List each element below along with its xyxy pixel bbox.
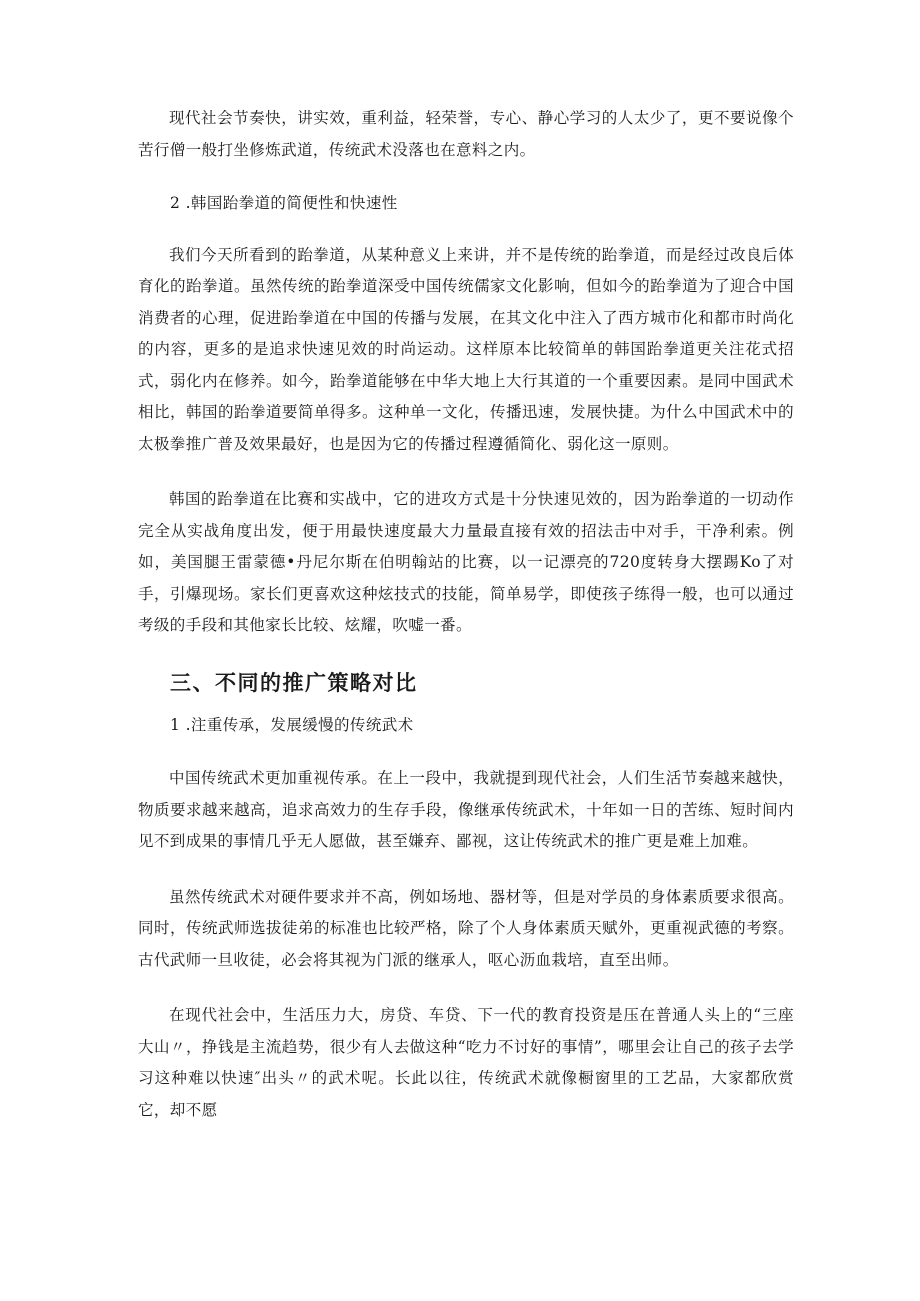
paragraph-taekwondo-reform: 我们今天所看到的跆拳道，从某种意义上来讲，并不是传统的跆拳道，而是经过改良后体育化的跆拳道。虽然传统的跆拳道深受中国传统儒家文化影响，但如今的跆拳道为了迎合中国消费者的心理，促进跆拳道在中国的传播与发展，在其文化中注入了西方城市化和都市时尚化的内容，更多的是追求快速见效的时尚运动。这样原本比较简单的韩国跆拳道更关注花式招式，弱化内在修养。如今，跆拳道能够在中华大地上大行其道的一个重要因素。是同中国武术相比，韩国的跆拳道要简单得多。这种单一文化，传播迅速，发展快捷。为什么中国武术中的太极拳推广普及效果最好，也是因为它的传播过程遵循简化、弱化这一原则。	[138, 245, 794, 453]
paragraph-inheritance: 中国传统武术更加重视传承。在上一段中，我就提到现代社会，人们生活节奏越来越快，物质要求越来越高，追求高效力的生存手段，像继承传统武术，十年如一日的苦练、短时间内见不到成果的事情几乎无人愿做，甚至嫌弃、鄙视，这让传统武术的推广更是难上加难。	[138, 769, 794, 850]
subheading-traditional-wushu-inheritance: 1 .注重传承，发展缓慢的传统武术	[170, 715, 414, 734]
paragraph-physical-requirements: 虽然传统武术对硬件要求并不高，例如场地、器材等，但是对学员的身体素质要求很高。同时，传统武师选拔徒弟的标准也比较严格，除了个人身体素质天赋外，更重视武德的考察。古代武师一旦收徒，必会将其视为门派的继承人，呕心沥血栽培，直至出师。	[138, 887, 794, 969]
document-page	[138, 103, 794, 1150]
paragraph-modern-society: 现代社会节奏快，讲实效，重利益，轻荣誉，专心、静心学习的人太少了，更不要说像个苦行僧一般打坐修炼武道，传统武术没落也在意料之内。	[138, 109, 794, 159]
subheading-taekwondo-simplicity: 2 .韩国跆拳道的简便性和快速性	[170, 194, 398, 212]
paragraph-taekwondo-combat: 韩国的跆拳道在比赛和实战中，它的进攻方式是十分快速见效的，因为跆拳道的一切动作完全从实战角度出发，便于用最快速度最大力量最直接有效的招法击中对手，干净利索。例如，美国腿王雷蒙德•丹尼尔斯在伯明翰站的比赛，以一记漂亮的720度转身大摆踢Ko了对手，引爆现场。家长们更喜欢这种炫技式的技能，简单易学，即使孩子练得一般，也可以通过考级的手段和其他家长比较、炫耀，吹嘘一番。	[138, 490, 794, 634]
paragraph-modern-pressure: 在现代社会中，生活压力大，房贷、车贷、下一代的教育投资是压在普通人头上的“三座大山〃，挣钱是主流趋势，很少有人去做这种“吃力不讨好的事情”，哪里会让自己的孩子去学习这种难以快速″出头〃的武术呢。长此以往，传统武术就像橱窗里的工艺品，大家都欣赏它，却不愿	[138, 1006, 794, 1119]
section-heading-promotion-strategies: 三、不同的推广策略对比	[170, 669, 418, 695]
